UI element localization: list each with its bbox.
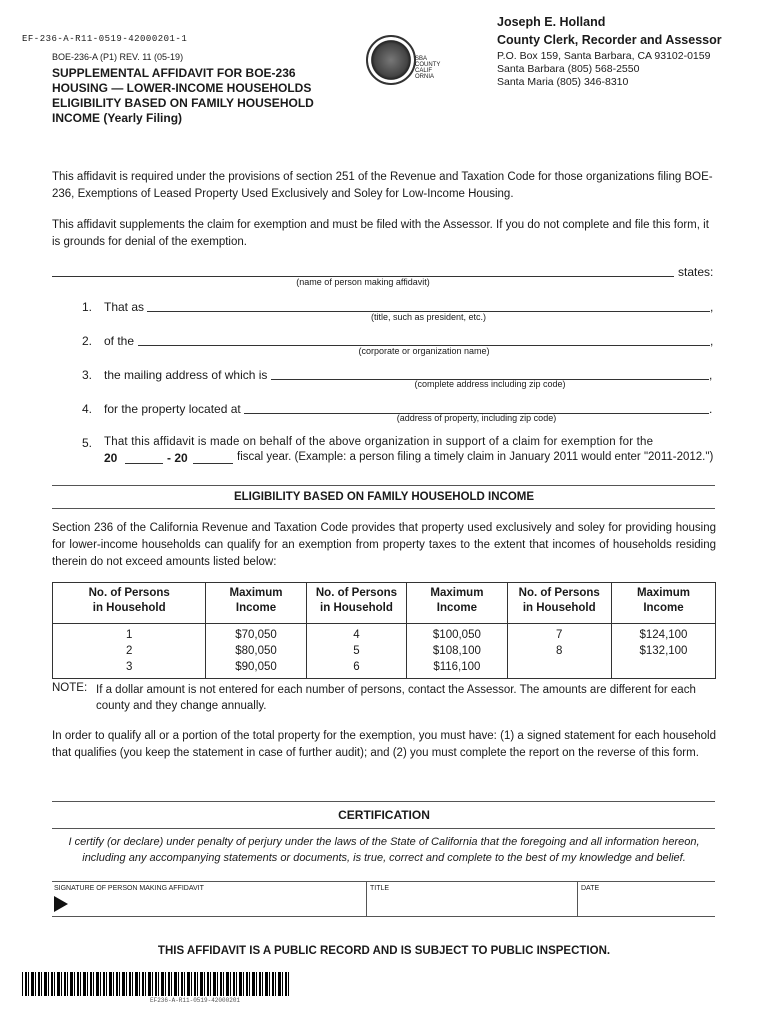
item-number: 3. — [82, 368, 93, 382]
divider — [52, 916, 715, 917]
table-cell: 1 2 3 — [53, 624, 206, 679]
title-caption: (title, such as president, etc.) — [370, 312, 487, 322]
fiscal-year-end-input[interactable] — [193, 463, 233, 464]
eligibility-text: Section 236 of the California Revenue and Taxation Code provides that property used exclusively and soley for providing housing for lower-income households can qualify for an exemption from property taxes to the extent that incomes of households residing therein do not exceed amounts listed below: — [52, 522, 716, 568]
form-title: SUPPLEMENTAL AFFIDAVIT FOR BOE-236 HOUSING — LOWER-INCOME HOUSEHOLDS ELIGIBILITY BASED ON FAMILY HOUSEHOLD INCOME (Yearly Filing) — [52, 66, 314, 125]
states-label: states: — [678, 265, 714, 279]
item-end-punct: , — [709, 368, 713, 382]
seal-caption: SBA COUNTY CALIF ORNIA — [415, 56, 441, 80]
date-field[interactable] — [581, 894, 714, 914]
table-cell: 4 5 6 — [306, 624, 407, 679]
item5-text: That this affidavit is made on behalf of the above organization in support of a claim for exemption for the — [104, 436, 654, 448]
note-text: If a dollar amount is not entered for each number of persons, contact the Assessor. The amounts are different for each county and they change annually. — [96, 684, 696, 712]
certification-heading: CERTIFICATION — [338, 808, 430, 822]
assessor-title: County Clerk, Recorder and Assessor — [497, 33, 722, 47]
table-row — [53, 624, 716, 679]
organization-caption: (corporate or organization name) — [358, 346, 490, 356]
form-code: EF-236-A-R11-0519-42000201-1 — [22, 34, 188, 44]
barcode-text: EF236-A-R11-0519-42000201 — [150, 997, 241, 1004]
date-label: DATE — [581, 885, 600, 892]
table-header: No. of Persons in Household — [53, 583, 206, 624]
table-header: Maximum Income — [611, 583, 715, 624]
fiscal-year-start-input[interactable] — [125, 463, 163, 464]
item-end-punct: , — [710, 334, 714, 348]
fiscal-year-example: fiscal year. (Example: a person filing a timely claim in January 2011 would enter "2011-2012.") — [237, 451, 714, 463]
item-number: 2. — [82, 334, 93, 348]
item-number: 4. — [82, 402, 93, 416]
barcode-icon — [22, 972, 290, 996]
public-record-notice: THIS AFFIDAVIT IS A PUBLIC RECORD AND IS SUBJECT TO PUBLIC INSPECTION. — [157, 945, 611, 957]
divider — [52, 485, 715, 486]
certification-text: I certify (or declare) under penalty of perjury under the laws of the State of California that the foregoing and all information hereon, including any accompanying statements or documents, is true, correct and complete to the best of my knowledge and belief. — [68, 836, 700, 864]
eligibility-heading: ELIGIBILITY BASED ON FAMILY HOUSEHOLD INCOME — [233, 491, 535, 503]
divider — [577, 881, 578, 916]
table-header: Maximum Income — [407, 583, 507, 624]
assessor-name: Joseph E. Holland — [497, 15, 606, 29]
county-seal-icon — [366, 35, 416, 85]
title-label: TITLE — [370, 885, 390, 892]
note-label: NOTE: — [52, 682, 88, 694]
divider — [52, 801, 715, 802]
fiscal-year-prefix-1: 20 — [104, 451, 118, 465]
intro-paragraph-1: This affidavit is required under the provisions of section 251 of the Revenue and Taxation Code for those organizations filing BOE-236, Exemptions of Leased Property Used Exclusively and Soley for Low-Income Housing. — [52, 171, 713, 200]
item-label: the mailing address of which is — [104, 368, 268, 382]
item-number: 1. — [82, 300, 93, 314]
item-end-punct: . — [709, 402, 713, 416]
item-label: of the — [104, 334, 135, 348]
table-header: Maximum Income — [206, 583, 306, 624]
sign-here-arrow-icon — [54, 896, 68, 912]
item-label: for the property located at — [104, 402, 241, 416]
table-cell: $124,100 $132,100 — [611, 624, 715, 679]
divider — [52, 828, 715, 829]
form-revision: BOE-236-A (P1) REV. 11 (05-19) — [52, 52, 184, 62]
title-field[interactable] — [370, 894, 573, 914]
divider — [52, 508, 715, 509]
table-header: No. of Persons in Household — [306, 583, 407, 624]
table-cell: $70,050 $80,050 $90,050 — [206, 624, 306, 679]
item-label: That as — [104, 300, 145, 314]
table-cell: 7 8 — [507, 624, 611, 679]
item-number: 5. — [82, 436, 93, 450]
divider — [366, 881, 367, 916]
income-limits-table — [52, 582, 716, 679]
table-cell: $100,050 $108,100 $116,100 — [407, 624, 507, 679]
signature-label: SIGNATURE OF PERSON MAKING AFFIDAVIT — [54, 885, 204, 892]
mailing-address-caption: (complete address including zip code) — [414, 379, 566, 389]
divider — [52, 881, 715, 882]
property-address-caption: (address of property, including zip code) — [396, 413, 557, 423]
table-header: No. of Persons in Household — [507, 583, 611, 624]
signature-field[interactable] — [74, 894, 362, 914]
fiscal-year-prefix-2: - 20 — [167, 451, 188, 465]
name-caption: (name of person making affidavit) — [296, 277, 430, 287]
item-end-punct: , — [710, 300, 714, 314]
qualify-text: In order to qualify all or a portion of the total property for the exemption, you must have: (1) a signed statement for each household that qualifies (you keep the statement in case of further audit); and (2) you must complete the report on the reverse of this form. — [52, 730, 716, 759]
assessor-address: P.O. Box 159, Santa Barbara, CA 93102-0159 Santa Barbara (805) 568-2550 Santa Maria (805) 346-8310 — [497, 50, 711, 88]
intro-paragraph-2: This affidavit supplements the claim for exemption and must be filed with the Assessor. If you do not complete and file this form, it is grounds for denial of the exemption. — [52, 219, 709, 248]
